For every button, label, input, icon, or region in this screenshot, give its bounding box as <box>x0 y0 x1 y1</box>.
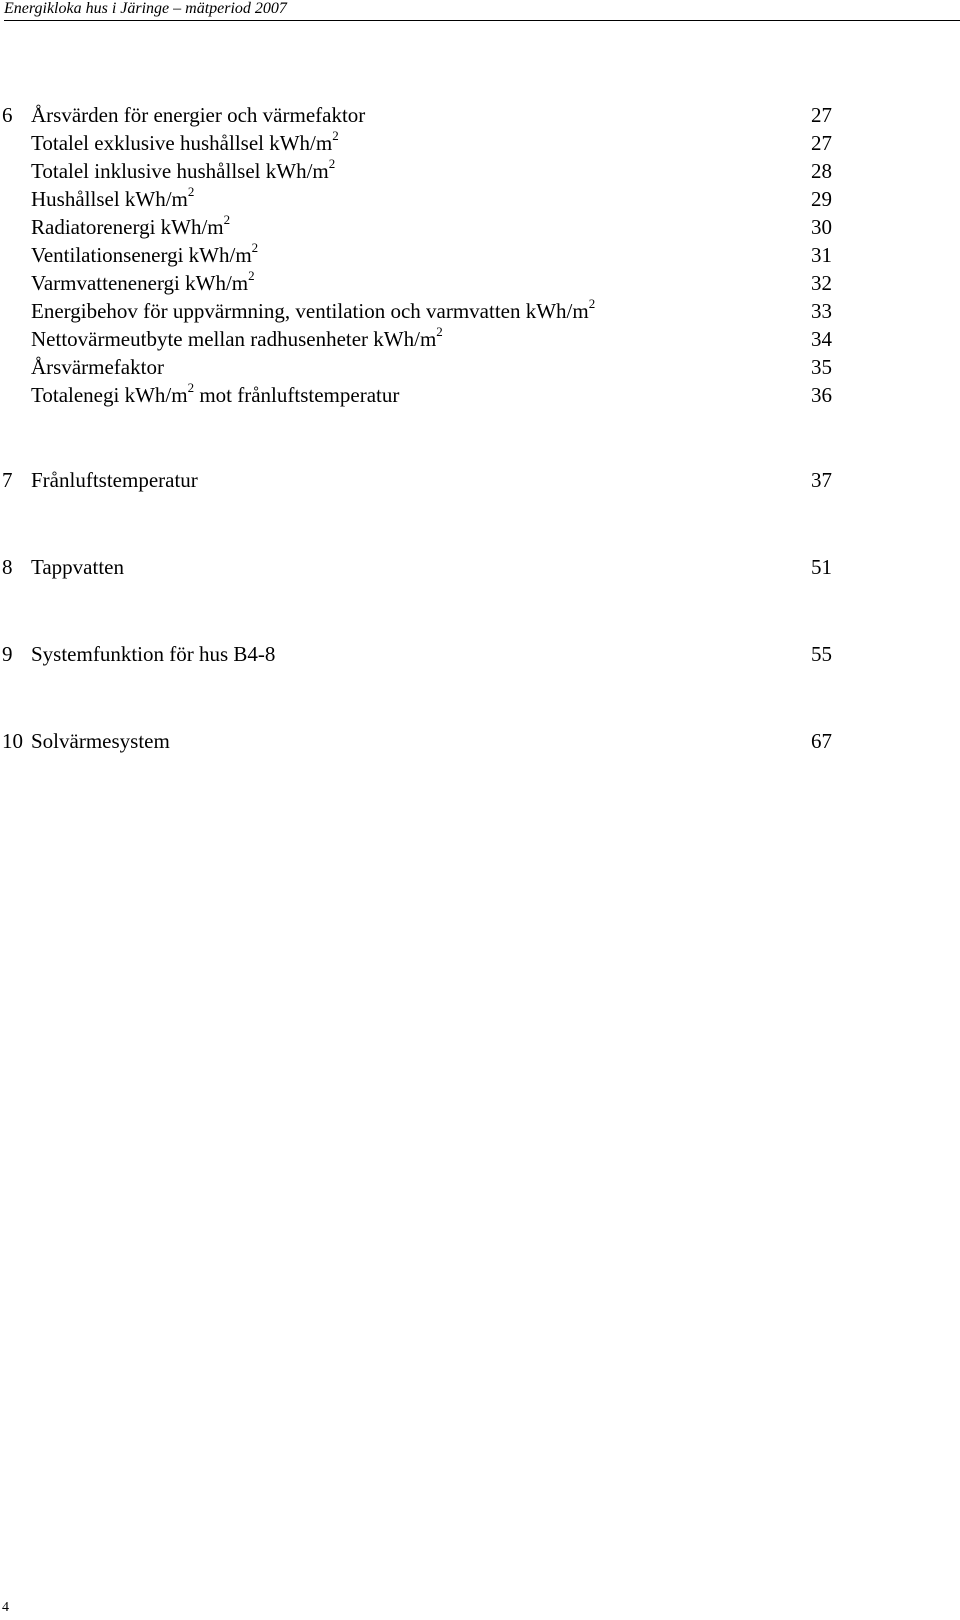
superscript: 2 <box>436 324 443 339</box>
toc-entry-title: Solvärmesystem <box>31 729 170 753</box>
toc-entry-page: 33 <box>811 299 832 323</box>
toc-entry-title: Årsvärden för energier och värmefaktor <box>31 103 366 127</box>
toc-entry-page: 36 <box>811 383 832 407</box>
toc-entry-number: 10 <box>2 729 23 753</box>
superscript: 2 <box>588 296 596 311</box>
toc-entry <box>0 727 960 756</box>
toc-entry-title: Totalel exklusive hushållsel kWh/$m^2$ <box>31 128 339 155</box>
toc-entry-page: 55 <box>811 642 832 666</box>
toc-entry-title: Årsvärmefaktor <box>31 355 164 379</box>
toc-entry-page: 29 <box>811 187 832 211</box>
toc-entry-title: Varmvattenenergi kWh/$m^2$ <box>31 268 255 295</box>
toc-entry <box>0 325 960 354</box>
toc-entry-page: 67 <box>811 729 832 753</box>
superscript: 2 <box>332 128 339 143</box>
toc-entry-title: Energibehov för uppvärmning, ventilation och varmvatten kWh/$m^2$ <box>31 296 596 323</box>
superscript: 2 <box>248 268 255 283</box>
superscript: 2 <box>328 156 336 171</box>
toc-entry-title: Systemfunktion för hus B4-8 <box>31 642 276 666</box>
superscript: 2 <box>223 212 231 227</box>
toc-entry-page: 27 <box>811 131 832 155</box>
toc-entry-title: Ventilationsenergi kWh/$m^2$ <box>31 240 259 267</box>
toc-entry-page: 27 <box>811 103 832 127</box>
toc-entry-page: 30 <box>811 215 832 239</box>
toc-entry-page: 28 <box>811 159 832 183</box>
toc-entry-number: 8 <box>2 555 13 579</box>
toc-entry <box>0 269 960 298</box>
page-number: 4 <box>2 1600 9 1615</box>
toc-entry-number: 7 <box>2 468 13 492</box>
toc-entry <box>0 381 960 410</box>
toc-entry <box>0 157 960 186</box>
toc-entry-page: 32 <box>811 271 832 295</box>
toc-entry <box>0 129 960 158</box>
toc-entry <box>0 466 960 495</box>
toc-entry-title: Totalenegi kWh/$m^2$ mot frånluftstemperatur <box>31 380 400 407</box>
toc-entry-number: 9 <box>2 642 13 666</box>
header-title: Energikloka hus i Järinge – mätperiod 2007 <box>4 0 287 17</box>
toc-entry-title: Radiatorenergi kWh/$m^2$ <box>31 212 231 239</box>
toc-entry-page: 37 <box>811 468 832 492</box>
running-header <box>4 0 960 21</box>
toc-entry <box>0 213 960 242</box>
toc-entry <box>0 185 960 214</box>
toc-entry-title: Nettovärmeutbyte mellan radhusenheter kWh/$m^2$ <box>31 324 443 351</box>
superscript: 2 <box>187 380 195 395</box>
toc-entry <box>0 353 960 382</box>
toc-entry-title: Totalel inklusive hushållsel kWh/$m^2$ <box>31 156 336 183</box>
toc-entry-page: 31 <box>811 243 832 267</box>
toc-entry-title: Tappvatten <box>31 555 124 579</box>
toc-entry <box>0 553 960 582</box>
toc-entry-page: 51 <box>811 555 832 579</box>
toc-entry <box>0 101 960 130</box>
toc-entry-page: 35 <box>811 355 832 379</box>
toc-entry <box>0 241 960 270</box>
toc-entry-title: Frånluftstemperatur <box>31 468 198 492</box>
toc-entry <box>0 297 960 326</box>
toc-entry <box>0 640 960 669</box>
toc-entry-number: 6 <box>2 103 13 127</box>
superscript: 2 <box>187 184 195 199</box>
toc-entry-page: 34 <box>811 327 832 351</box>
toc-entry-title: Hushållsel kWh/$m^2$ <box>31 184 195 211</box>
superscript: 2 <box>251 240 259 255</box>
